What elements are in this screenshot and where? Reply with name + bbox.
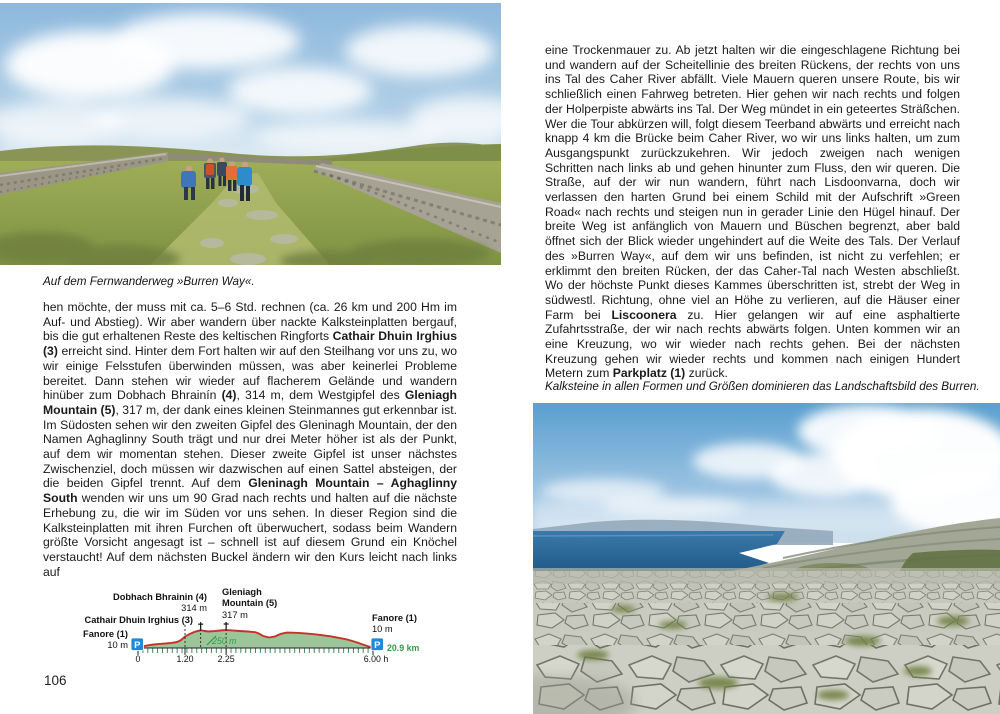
text-segment: hen möchte, der muss mit ca. 5–6 Std. rechnen (ca. 26 km und 200 Hm im Auf- und Abstieg). Wir aber wandern über nackte Kalksteinplatten bergauf, bis die gut erhaltenen Reste des keltischen Ringforts [43,300,457,344]
photo-limestone-pavement [533,403,1000,714]
parking-icon-letter: P [374,639,381,651]
right-column-text [545,43,960,381]
poi-label-gleniagh-2: Mountain (5) [222,598,278,608]
left-column-text [43,300,458,579]
text-segment: , 314 m, dem Westgipfel des [236,388,405,403]
x-tick-label: 1.20 [176,654,194,664]
poi-label-start: Fanore (1) [83,629,128,639]
text-segment: erreicht sind. Hinter dem Fort halten wir auf den Steilhang vor uns zu, wo wir einige Felsstufen überwinden müssen, was aber keinerlei Probleme bereitet. Dann stehen wir wieder auf flacherem Gelände und wandern hinüber zum Dobhach Bhrainín [43,344,457,403]
poi-elevation-end: 10 m [372,624,393,634]
x-tick-label: 6.00 h [363,654,389,664]
bold-text-segment: Parkplatz (1) [612,366,686,381]
poi-elevation-start: 10 m [107,640,128,650]
photo-limestone-svg [533,403,1000,714]
photo-hikers-svg [0,3,501,265]
text-segment: eine Trockenmauer zu. Ab jetzt halten wir die eingeschlagene Richtung bei und wandern auf der Scheitellinie des breiten Rückens, der rechts von uns ins Tal des Caher River abfällt. Viele Mauern queren unsere Route, bis wir schließlich einen Fahrweg betreten. Hier gehen wir nach rechts und folgen der Holperpiste abwärts ins Tal. Der Weg mündet in ein geteertes Sträßchen. Wer die Tour abkürzen will, folgt diesem Teerband abwärts und erreicht nach knapp 4 km die Brücke beim Caher River, wo wir uns links halten, um zum Ausgangspunkt zurückzukehren. Wir jedoch zweigen nach wenigen Schritten nach links ab und gehen hinunter zum Fluss, den wir queren. Die Straße, auf der wir nun wandern, führt nach Lisdoonvarna, doch wir verlassen den harten Grund bei einem Schild mit der Aufschrift »Green Road« nach rechts und steigen nun in gerader Linie den Hügel hinauf. Der breite Weg ist anfänglich von Mauern und Büschen begrenzt, aber bald öffnet sich der Blick wieder ungehindert auf die Weite des Tals. Der Verlauf des »Burren Way«, auf dem wir uns befinden, ist nicht zu verfehlen; er erklimmt den breiten Rücken, der das Caher-Tal nach Westen abschließt. Wo der höchste Punkt dieses Kammes überschritten ist, strebt der Weg in südwestl. Richtung, ohne viel an Höhe zu verlieren, auf die Häuser einer Farm bei [545,43,960,322]
bold-text-segment: Gleninagh Mountain – Aghaglinny South [43,476,457,506]
parking-icon-letter: P [134,639,141,651]
poi-label-end: Fanore (1) [372,613,417,623]
poi-label-gleniagh-1: Gleniagh [222,587,262,597]
bold-text-segment: Gleniagh Mountain (5) [43,388,457,417]
x-tick-label: 2.25 [217,654,235,664]
total-distance-label: 20.9 km [387,643,420,653]
page-number: 106 [44,673,67,688]
text-segment: zurück. [685,366,728,381]
height-scale-label: 250 m [212,636,237,646]
photo-hikers-burren-way [0,3,501,265]
poi-label-dobhach: Dobhach Bhrainin (4) [112,592,207,602]
bold-text-segment: Liscoonera [611,307,677,322]
elevation-profile-chart [40,584,425,672]
x-tick-label: 0 [135,654,141,664]
poi-elevation-dobhach: 314 m [181,603,207,613]
bold-text-segment: Cathair Dhuin Irghius (3) [43,329,457,359]
bold-text-segment: (4) [221,388,237,403]
poi-elevation-gleniagh: 317 m [222,610,248,620]
poi-label-ringfort: Cathair Dhuin Irghius (3) [84,615,193,625]
text-segment: zu. Hier gelangen wir auf eine asphaltierte Zufahrtsstraße, der wir nach rechts abwärts folgen. Unten kommen wir an eine Kreuzung, wo wir wieder nach rechts gehen. Bei der nächsten Kreuzung gehen wir wieder rechts und kommen nach einigen Hundert Metern zum [545,307,960,381]
caption-right-photo: Kalksteine in allen Formen und Größen dominieren das Landschaftsbild des Burren. [545,380,980,393]
text-segment: , 317 m, der dank eines kleinen Steinmannes gut erkennbar ist. Im Südosten sehen wir den zweiten Gipfel des Gleninagh Mountain, der den Namen Aghaglinny South trägt und nur drei Meter höher ist als der Punkt, auf dem wir momentan stehen. Dieser zweite Gipfel ist unser nächstes Zwischenziel, doch müssen wir dazwischen auf einen Sattel absteigen, der die beiden Gipfel trennt. Auf dem [43,402,458,491]
caption-left-photo: Auf dem Fernwanderweg »Burren Way«. [43,275,255,288]
text-segment: wenden wir uns um 90 Grad nach rechts und halten auf die nächste Erhebung zu, die wir im Süden vor uns sehen. In dieser Region sind die Kalksteinplatten mit ihren Furchen oft überwuchert, sodass beim Wandern größte Vorsicht angesagt ist – schnell ist auf diesem Grund ein Knöchel verstaucht! Auf dem nächsten Buckel ändern wir den Kurs leicht nach links auf [43,491,457,579]
